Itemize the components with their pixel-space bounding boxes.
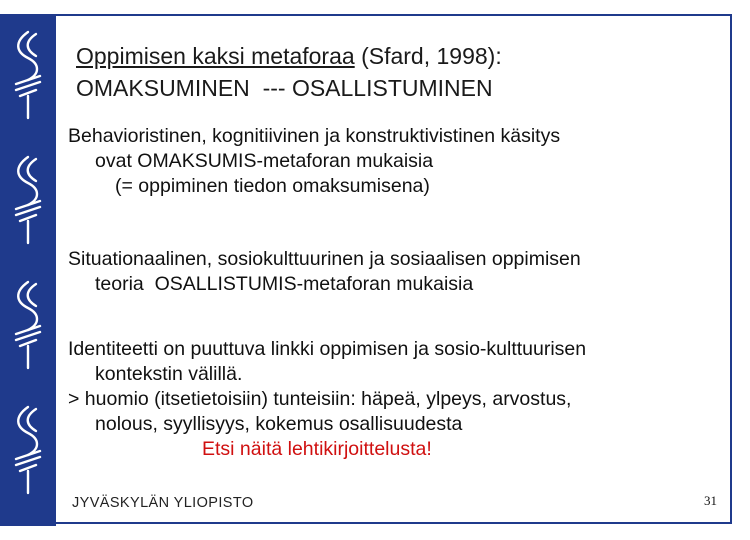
paragraph-identity xyxy=(68,337,718,462)
paragraph-line: nolous, syyllisyys, kokemus osallisuudesta xyxy=(95,413,463,435)
paragraph-line: kontekstin välillä. xyxy=(95,363,243,385)
paragraph-line: Behavioristinen, kognitiivinen ja konstruktivistinen käsitys xyxy=(68,125,561,147)
paragraph-line: Situationaalinen, sosiokulttuurinen ja sosiaalisen oppimisen xyxy=(68,248,581,270)
paragraph-acquisition xyxy=(68,124,718,199)
paragraph-line: ovat OMAKSUMIS-metaforan mukaisia xyxy=(95,150,434,172)
paragraph-line: > huomio (itsetietoisiin) tunteisiin: häpeä, ylpeys, arvostus, xyxy=(68,388,572,410)
university-logo-icon xyxy=(6,149,50,249)
title-subtitle: OMAKSUMINEN --- OSALLISTUMINEN xyxy=(76,75,493,101)
sidebar-band xyxy=(0,14,56,526)
university-logo-icon xyxy=(6,399,50,499)
paragraph-line: Identiteetti on puuttuva linkki oppimisen ja sosio-kulttuurisen xyxy=(68,338,587,360)
footer-university: JYVÄSKYLÄN YLIOPISTO xyxy=(72,495,254,511)
title-citation: (Sfard, 1998): xyxy=(354,43,502,69)
title-underlined: Oppimisen kaksi metaforaa xyxy=(76,43,355,69)
paragraph-line: (= oppiminen tiedon omaksumisena) xyxy=(115,175,430,197)
slide-title xyxy=(76,40,716,104)
university-logo-icon xyxy=(6,274,50,374)
university-logo-icon xyxy=(6,24,50,124)
paragraph-participation xyxy=(68,247,718,297)
page-number: 31 xyxy=(704,493,717,508)
highlight-line: Etsi näitä lehtikirjoittelusta! xyxy=(202,438,432,460)
paragraph-line: teoria OSALLISTUMIS-metaforan mukaisia xyxy=(95,273,474,295)
